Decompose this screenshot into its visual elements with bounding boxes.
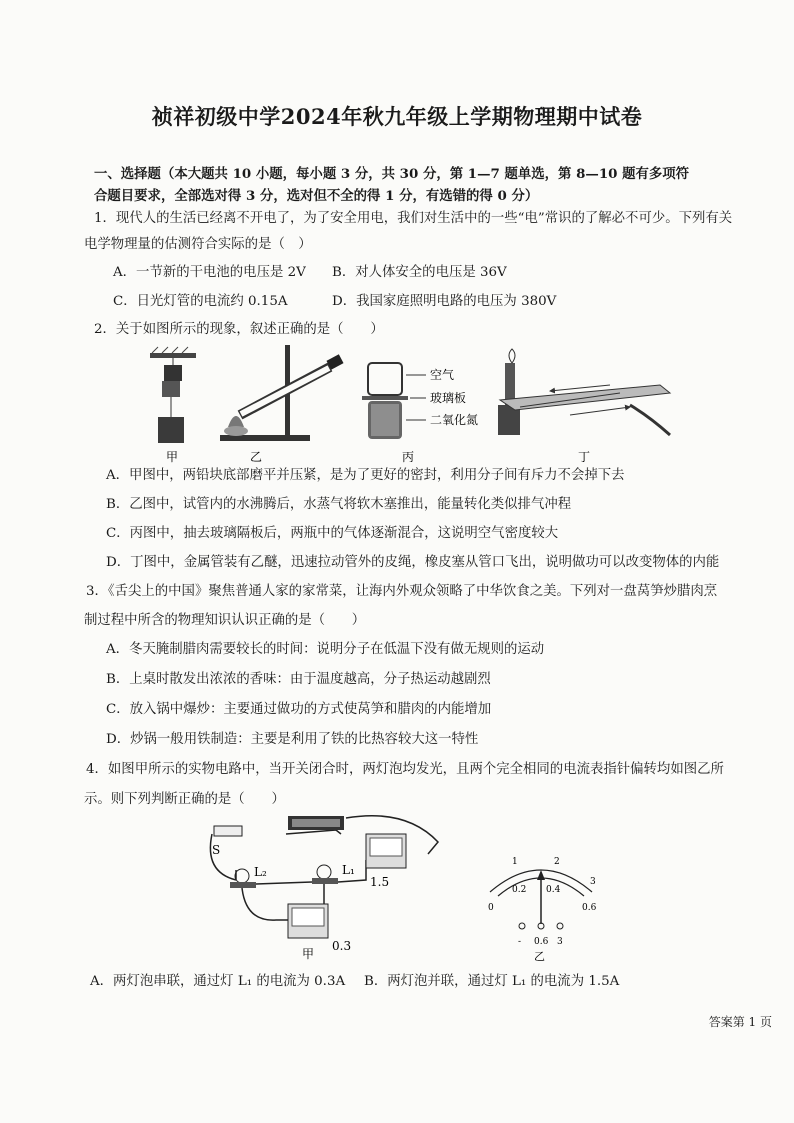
q4-ammeter-dial [476,852,606,962]
scale-top-3: 3 [590,877,596,887]
scale-top-2: 2 [554,857,560,867]
meter-1-label: 1.5 [370,875,390,889]
q1-option-d: D．我国家庭照明电路的电压为 380V [332,294,557,309]
section-heading-line-1: 一、选择题（本大题共 10 小题，每小题 3 分，共 30 分，第 1—7 题单选，第 8—10 题有多项符 [94,166,690,182]
page-footer: 答案第 1 页 [708,1015,772,1029]
scale-top-1: 1 [512,857,518,867]
q2-option-a: A．甲图中，两铅块底部磨平并压紧，是为了更好的密封，利用分子间有斥力不会掉下去 [106,468,625,483]
q3-stem-line-2: 制过程中所含的物理知识认识正确的是（ ） [84,613,366,628]
terminal-neg: - [518,937,522,947]
fig-label-air: 空气 [430,368,455,382]
page-title: 祯祥初级中学2024年秋九年级上学期物理期中试卷 [151,104,643,129]
q4-stem-line-2: 示。则下列判断正确的是（ ） [84,792,285,807]
q1-option-a: A．一节新的干电池的电压是 2V [113,265,306,280]
lead-blocks-figure [150,347,196,443]
q1-stem-line-2: 电学物理量的估测符合实际的是（ ） [84,237,312,252]
q1-option-c: C．日光灯管的电流约 0.15A [113,294,288,309]
test-tube-figure [220,345,344,441]
q1-stem-line-1: 1．现代人的生活已经离不开电了，为了安全用电，我们对生活中的一些“电”常识的了解必不可少。下列有关 [94,211,733,226]
fig-label-yi: 乙 [250,450,263,464]
q2-option-b: B．乙图中，试管内的水沸腾后，水蒸气将软木塞推出，能量转化类似排气冲程 [106,497,572,512]
lamp-l1-label: L₁ [342,863,355,877]
scale-bottom-1: 0.2 [512,885,527,895]
fig-label-bing: 丙 [402,450,415,464]
fig-label-glass: 玻璃板 [430,391,467,405]
scale-bottom-0: 0 [488,903,494,913]
gas-jars-figure [362,363,478,439]
fig-label-no2: 二氧化氮 [430,413,479,427]
q3-option-d: D．炒锅一般用铁制造：主要是利用了铁的比热容较大这一特性 [106,732,479,747]
q2-option-d: D．丁图中，金属管装有乙醚，迅速拉动管外的皮绳，橡皮塞从管口飞出，说明做功可以改变物体的内能 [106,555,720,570]
q3-option-b: B．上桌时散发出浓浓的香味：由于温度越高，分子热运动越剧烈 [106,672,491,687]
q2-figures [140,345,680,465]
fig-label-jia: 甲 [166,450,179,464]
fig-jia-label: 甲 [302,947,315,961]
meter-2-label: 0.3 [332,939,352,953]
terminal-3: 3 [557,937,563,947]
q2-stem: 2．关于如图所示的现象，叙述正确的是（ ） [94,322,384,337]
switch-label: S [212,843,221,857]
q4-option-a: A．两灯泡串联，通过灯 L₁ 的电流为 0.3A [90,974,346,989]
fig-yi-label: 乙 [534,950,545,962]
q3-stem-line-1: 3．《舌尖上的中国》聚焦普通人家的家常菜，让海内外观众领略了中华饮食之美。下列对一盘莴笋炒腊肉烹 [86,584,718,599]
q4-circuit-figure [196,812,456,962]
q4-stem-line-1: 4．如图甲所示的实物电路中，当开关闭合时，两灯泡均发光，且两个完全相同的电流表指针偏转均如图乙所 [86,762,724,777]
q4-option-b: B．两灯泡并联，通过灯 L₁ 的电流为 1.5A [364,974,620,989]
section-heading-line-2: 合题目要求，全部选对得 3 分，选对但不全的得 1 分，有选错的得 0 分） [94,188,539,204]
lamp-l2-label: L₂ [254,865,267,879]
metal-tube-figure [498,349,670,435]
terminal-06: 0.6 [534,937,549,947]
q1-option-b: B．对人体安全的电压是 36V [332,265,507,280]
scale-bottom-3: 0.6 [582,903,597,913]
q3-option-c: C．放入锅中爆炒：主要通过做功的方式使莴笋和腊肉的内能增加 [106,702,492,717]
fig-label-ding: 丁 [578,450,591,464]
q3-option-a: A．冬天腌制腊肉需要较长的时间：说明分子在低温下没有做无规则的运动 [106,642,545,657]
q2-option-c: C．丙图中，抽去玻璃隔板后，两瓶中的气体逐渐混合，这说明空气密度较大 [106,526,559,541]
scale-bottom-2: 0.4 [546,885,561,895]
